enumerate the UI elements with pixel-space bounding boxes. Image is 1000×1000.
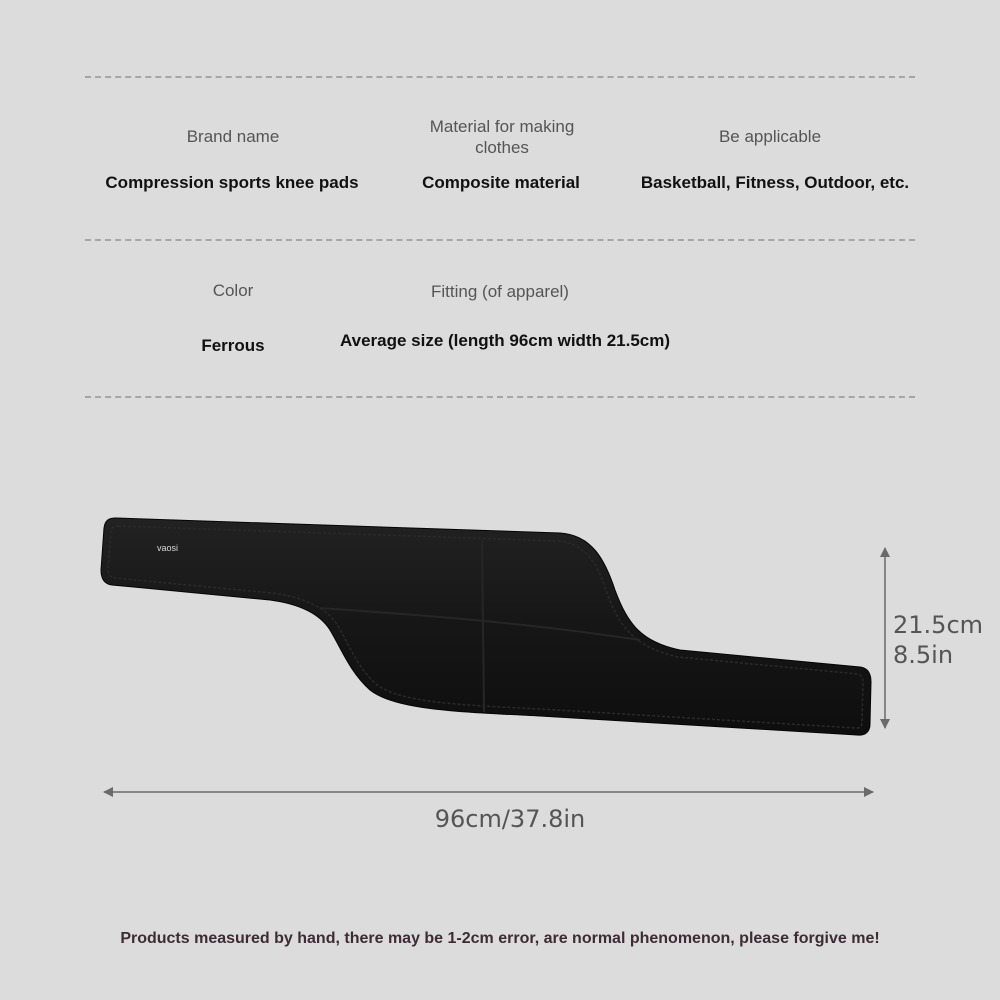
measurement-disclaimer: Products measured by hand, there may be 1-2cm error, are normal phenomenon, please forgive me! <box>120 930 880 947</box>
fitting-label: Fitting (of apparel) <box>431 282 569 301</box>
color-value: Ferrous <box>201 336 265 355</box>
knee-pad-belt <box>101 518 871 735</box>
width-in-label: 8.5in <box>893 641 954 669</box>
brand-name-label: Brand name <box>186 127 280 146</box>
width-cm-label: 21.5cm <box>893 611 984 639</box>
belt-logo: vaosi <box>157 543 179 553</box>
applicable-label: Be applicable <box>718 127 822 146</box>
length-label: 96cm/37.8in <box>434 805 586 833</box>
fitting-value: Average size (length 96cm width 21.5cm) <box>339 331 671 350</box>
material-value: Composite material <box>422 173 580 192</box>
material-label: Material for making clothes <box>429 117 575 157</box>
brand-name-value: Compression sports knee pads <box>105 173 359 192</box>
applicable-value: Basketball, Fitness, Outdoor, etc. <box>640 173 910 192</box>
color-label: Color <box>212 281 254 300</box>
